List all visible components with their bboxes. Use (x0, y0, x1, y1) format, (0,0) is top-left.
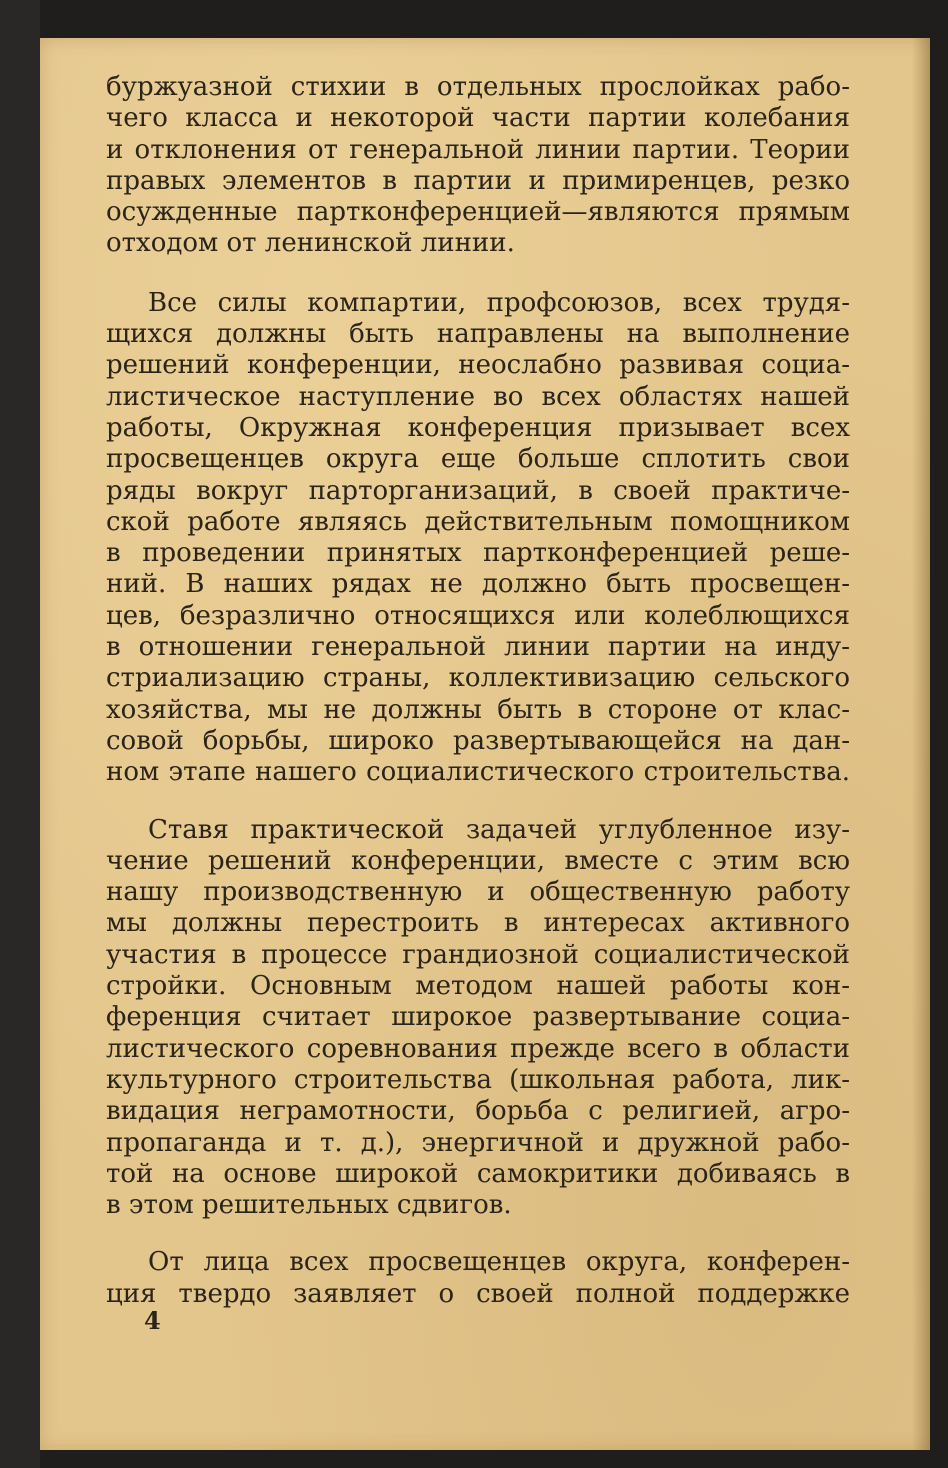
text-line: работы, Окружная конференция призывает всех (106, 412, 850, 443)
text-line: в проведении принятых партконференцией реше- (106, 538, 850, 569)
text-line: той на основе широкой самокритики добиваясь в (106, 1158, 850, 1189)
paragraph-2 (106, 288, 850, 789)
text-line: в этом решительных сдвигов. (106, 1190, 512, 1221)
text-line: хозяйства, мы не должны быть в стороне от клас- (106, 694, 850, 725)
text-line: мы должны перестроить в интересах активного (106, 908, 850, 939)
text-line: просвещенцев округа еще больше сплотить свои (106, 444, 850, 475)
text-line: ция твердо заявляет о своей полной поддержке (106, 1278, 850, 1309)
paragraph-4 (106, 1247, 850, 1310)
text-line: буржуазной стихии в отдельных прослойках рабо- (106, 72, 850, 102)
text-line: От лица всех просвещенцев округа, конферен- (148, 1247, 850, 1278)
paragraph-1 (106, 72, 850, 260)
text-line: ний. В наших рядах не должно быть просвещен- (106, 569, 850, 600)
text-line: совой борьбы, широко развертывающейся на дан- (106, 725, 850, 756)
text-line: щихся должны быть направлены на выполнение (106, 319, 850, 350)
page-text (106, 72, 850, 1332)
scan-background (0, 0, 40, 1468)
text-line: ном этапе нашего социалистического строительства. (106, 757, 850, 788)
page-edge-shadow (912, 38, 930, 1450)
text-line: листическое наступление во всех областях нашей (106, 381, 850, 412)
text-line: отходом от ленинской линии. (106, 228, 515, 259)
text-line: ряды вокруг парторганизаций, в своей практиче- (106, 475, 850, 506)
text-line: стройки. Основным методом нашей работы кон- (106, 971, 850, 1002)
text-line: цев, безразлично относящихся или колеблющихся (106, 600, 850, 631)
text-line: в отношении генеральной линии партии на инду- (106, 632, 850, 663)
text-line: культурного строительства (школьная работа, лик- (106, 1064, 850, 1095)
text-line: нашу производственную и общественную работу (106, 877, 850, 908)
paragraph-3 (106, 815, 850, 1222)
text-line: стриализацию страны, коллективизацию сельского (106, 663, 850, 694)
text-line: ской работе являясь действительным помощником (106, 506, 850, 537)
text-line: решений конференции, неослабно развивая социа- (106, 350, 850, 381)
text-line: Все силы компартии, профсоюзов, всех трудя- (148, 287, 850, 318)
text-line: листического соревнования прежде всего в области (106, 1033, 850, 1064)
text-line: участия в процессе грандиозной социалистической (106, 939, 850, 970)
text-line: ференция считает широкое развертывание социа- (106, 1002, 850, 1033)
text-line: правых элементов в партии и примиренцев, резко (106, 165, 850, 196)
text-line: Ставя практической задачей углубленное изу- (148, 814, 850, 845)
page-number: 4 (144, 1306, 161, 1335)
text-line: и отклонения от генеральной линии партии. Теории (106, 134, 850, 165)
text-line: пропаганда и т. д.), энергичной и дружной рабо- (106, 1127, 850, 1158)
text-line: видация неграмотности, борьба с религией, агро- (106, 1096, 850, 1127)
text-line: чего класса и некоторой части партии колебания (106, 103, 850, 134)
text-line: осужденные партконференцией—являются прямым (106, 197, 850, 228)
text-line: чение решений конференции, вместе с этим всю (106, 845, 850, 876)
